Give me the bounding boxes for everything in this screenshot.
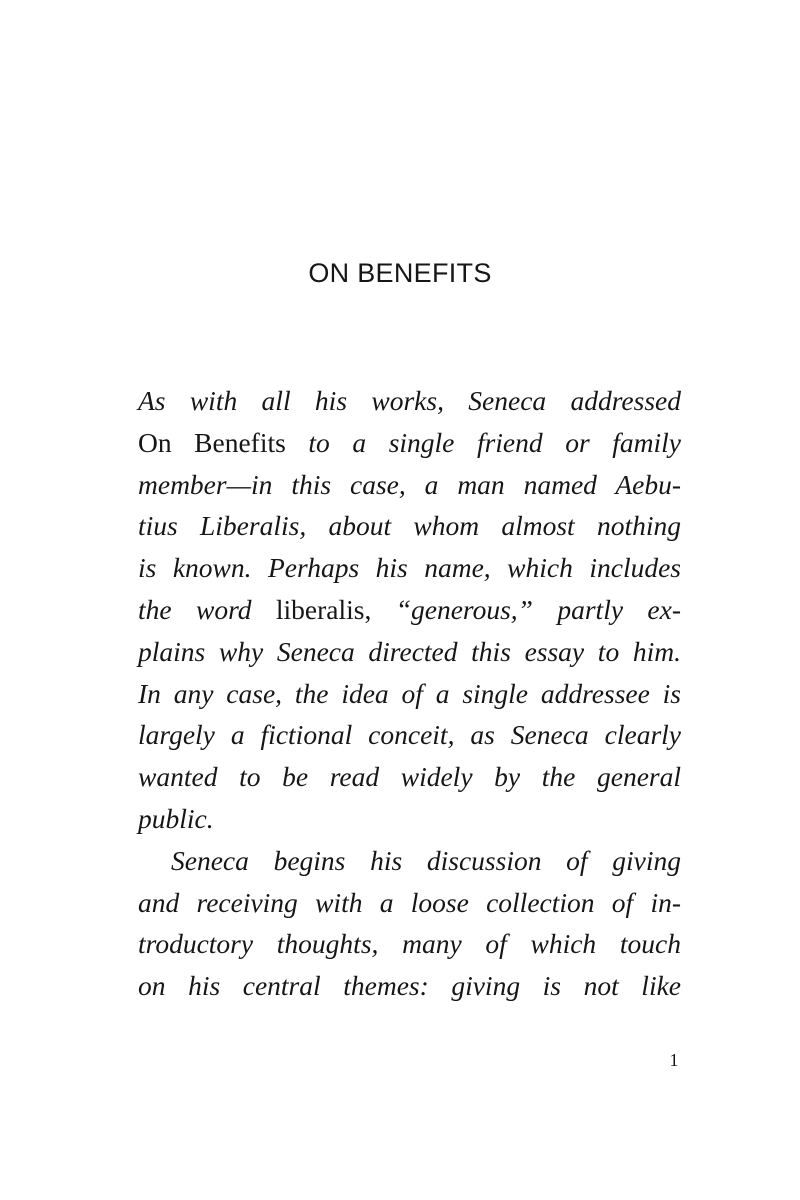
text-segment: to a single friend or family (285, 426, 681, 458)
book-title-roman: On Benefits (138, 426, 286, 458)
page-number: 1 (669, 1050, 679, 1070)
text-line: plains why Seneca directed this essay to him. (138, 635, 681, 667)
text-line: on his central themes: giving is not like (138, 970, 681, 1002)
paragraph-2 (138, 840, 681, 1007)
text-line: troductory thoughts, many of which touch (138, 928, 681, 960)
text-line: member—in this case, a man named Aebu- (138, 468, 681, 500)
text-line (138, 589, 681, 631)
latin-word-roman: liberalis, (275, 593, 372, 625)
text-line: In any case, the idea of a single addressee is (138, 677, 681, 709)
text-line: wanted to be read widely by the general (138, 761, 681, 793)
text-line: tius Liberalis, about whom almost nothing (138, 510, 681, 542)
paragraph-1 (138, 380, 681, 840)
body-text (138, 380, 681, 1007)
text-line: and receiving with a loose collection of in- (138, 886, 681, 918)
chapter-title: ON BENEFITS (308, 258, 492, 288)
text-line (138, 422, 681, 464)
text-line: public. (138, 802, 214, 834)
text-segment: the word (138, 593, 276, 625)
text-line: Seneca begins his discussion of giving (171, 844, 681, 876)
text-line: is known. Perhaps his name, which includes (138, 552, 681, 584)
text-line: As with all his works, Seneca addressed (138, 385, 681, 416)
text-line: largely a fictional conceit, as Seneca clearly (138, 719, 681, 751)
text-segment: “generous,” partly ex- (371, 593, 681, 625)
